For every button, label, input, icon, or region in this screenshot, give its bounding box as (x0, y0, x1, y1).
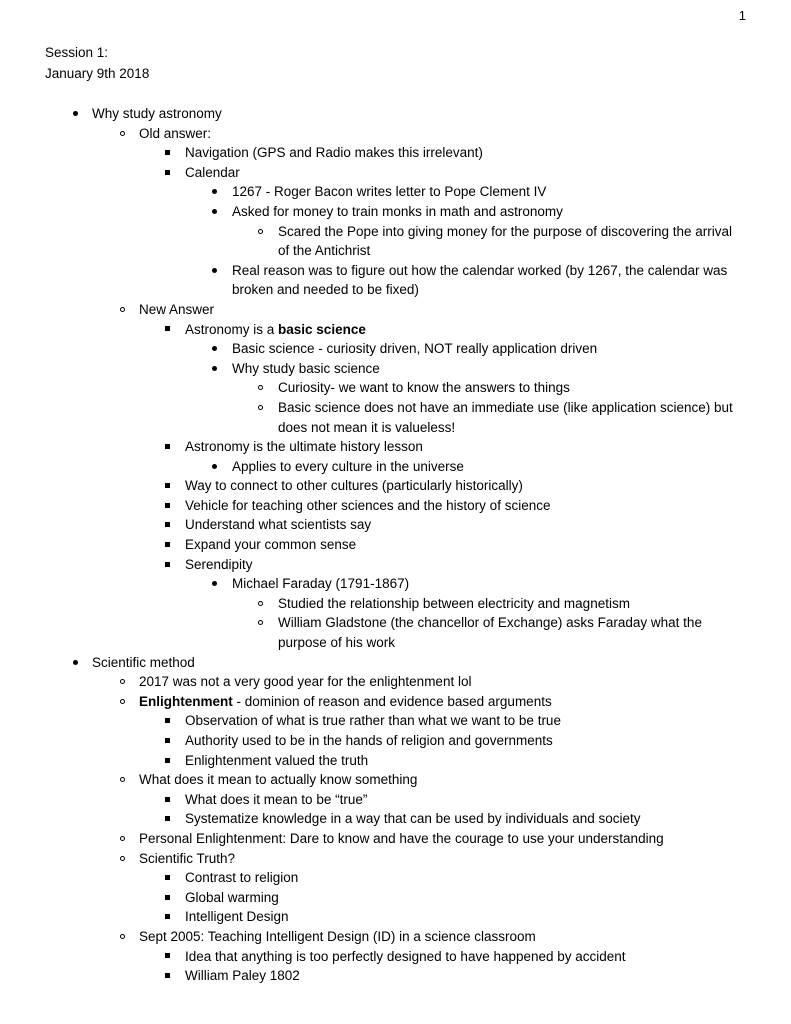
page-number: 1 (738, 8, 746, 23)
bullet-circle-icon (258, 613, 278, 633)
bullet-square-icon (165, 320, 185, 340)
outline-item-text: Authority used to be in the hands of religion and governments (185, 733, 553, 748)
outline-item (212, 202, 791, 222)
outline-item (73, 104, 791, 124)
bullet-circle-icon (120, 849, 140, 869)
bullet-circle-icon (120, 692, 140, 712)
outline-item (258, 378, 791, 398)
bullet-circle-icon (258, 222, 278, 242)
outline-item-text (139, 692, 743, 712)
outline-item-text: Astronomy is the ultimate history lesson (185, 439, 423, 455)
outline-item-text: Idea that anything is too perfectly designed to have happened by accident (185, 948, 626, 964)
outline-item (120, 300, 791, 320)
outline-item (165, 320, 791, 340)
bullet-square-icon (165, 711, 185, 731)
outline-item (258, 222, 791, 261)
outline-item (165, 711, 791, 731)
bullet-circle-icon (120, 829, 140, 849)
bullet-disc-icon (212, 457, 232, 477)
outline-item-text: New Answer (139, 301, 215, 317)
header-line-date: January 9th 2018 (45, 66, 150, 81)
bullet-disc-icon (73, 104, 93, 124)
outline-item (212, 182, 791, 202)
outline-item (165, 731, 791, 751)
outline-item (165, 907, 791, 927)
bullet-disc-icon (212, 574, 232, 594)
outline-item-text: Scientific method (92, 654, 195, 670)
outline-item (165, 535, 791, 555)
bullet-circle-icon (120, 124, 140, 144)
bullet-square-icon (165, 907, 185, 927)
outline-item (120, 124, 791, 144)
bullet-square-icon (165, 515, 185, 535)
outline-item-text: Basic science - curiosity driven, NOT really application driven (232, 341, 598, 357)
outline-item (212, 339, 791, 359)
outline-item (165, 515, 791, 535)
outline-item-text: Navigation (GPS and Radio makes this irrelevant) (185, 145, 483, 161)
outline-item (120, 770, 791, 790)
bullet-square-icon (165, 751, 185, 771)
bullet-square-icon (165, 947, 185, 967)
outline-item (212, 261, 791, 300)
plain-text: - dominion of reason and evidence based arguments (232, 693, 552, 709)
outline-item (165, 868, 791, 888)
outline-item (165, 496, 791, 516)
bullet-square-icon (165, 555, 185, 575)
bullet-disc-icon (212, 261, 232, 281)
bullet-disc-icon (212, 359, 232, 379)
bullet-square-icon (165, 790, 185, 810)
outline-item-text: 1267 - Roger Bacon writes letter to Pope Clement IV (232, 184, 547, 200)
outline-item-text: Expand your common sense (185, 537, 357, 553)
outline-item (165, 751, 791, 771)
outline-item-text: William Paley 1802 (185, 968, 300, 984)
header-line-session: Session 1: (45, 45, 109, 60)
outline-item-text: Curiosity- we want to know the answers to things (278, 380, 570, 396)
outline-item (165, 163, 791, 183)
outline-item (258, 613, 791, 652)
bullet-circle-icon (120, 927, 140, 947)
bullet-square-icon (165, 437, 185, 457)
outline-item (258, 594, 791, 614)
bullet-square-icon (165, 731, 185, 751)
bullet-circle-icon (258, 398, 278, 418)
outline-item (165, 476, 791, 496)
outline-item-text: Intelligent Design (185, 909, 289, 925)
bullet-square-icon (165, 535, 185, 555)
bullet-circle-icon (120, 770, 140, 790)
outline-item (165, 888, 791, 908)
outline-item (258, 398, 791, 437)
outline-item (165, 143, 791, 163)
outline-item (165, 790, 791, 810)
outline-item-text: Asked for money to train monks in math and astronomy (232, 203, 563, 219)
outline-item (165, 947, 791, 967)
outline-item-text: Calendar (185, 164, 240, 180)
outline-item (73, 653, 791, 673)
outline-item-text: Real reason was to figure out how the calendar worked (by 1267, the calendar was broken and needed to be fixed) (232, 262, 728, 298)
outline-item-text: Global warming (185, 889, 279, 905)
outline-item-text (185, 320, 745, 340)
outline-item (165, 437, 791, 457)
outline-item (120, 672, 791, 692)
outline-item-text: Studied the relationship between electricity and magnetism (278, 595, 630, 611)
bullet-circle-icon (120, 672, 140, 692)
outline-item-text: What does it mean to be “true” (185, 791, 368, 807)
emphasis-text: basic science (278, 321, 366, 337)
bullet-circle-icon (120, 300, 140, 320)
outline-item-text: Way to connect to other cultures (particularly historically) (185, 478, 523, 494)
outline-item-text: Applies to every culture in the universe (232, 458, 464, 474)
outline-item (120, 692, 791, 712)
outline-item-text: Why study astronomy (92, 106, 222, 121)
outline-item (212, 359, 791, 379)
bullet-disc-icon (73, 653, 93, 673)
bullet-square-icon (165, 966, 185, 986)
bullet-square-icon (165, 143, 185, 163)
outline-item-text: Old answer: (139, 125, 212, 141)
bullet-square-icon (165, 496, 185, 516)
outline-item-text: 2017 was not a very good year for the enlightenment lol (139, 674, 472, 690)
bullet-circle-icon (258, 378, 278, 398)
outline-item-text: Enlightenment valued the truth (185, 752, 369, 768)
outline-item (120, 849, 791, 869)
outline-item-text: Serendipity (185, 556, 253, 572)
outline-item-text: Personal Enlightenment: Dare to know and have the courage to use your understanding (139, 830, 664, 846)
document-header (45, 42, 149, 84)
outline-item (212, 574, 791, 594)
outline-item-text: Michael Faraday (1791-1867) (232, 576, 410, 592)
outline-item-text: Understand what scientists say (185, 517, 372, 533)
bullet-square-icon (165, 809, 185, 829)
outline-item-text: Vehicle for teaching other sciences and the history of science (185, 497, 551, 513)
outline-item-text: William Gladstone (the chancellor of Exchange) asks Faraday what the purpose of his work (278, 615, 702, 651)
bullet-square-icon (165, 888, 185, 908)
outline-item-text: Scared the Pope into giving money for the purpose of discovering the arrival of the Antichrist (278, 223, 733, 259)
outline-item (120, 829, 791, 849)
outline-item-text: Scientific Truth? (139, 850, 236, 866)
emphasis-text: Enlightenment (139, 693, 233, 709)
outline-item (165, 966, 791, 986)
outline-item (120, 927, 791, 947)
outline-item (212, 457, 791, 477)
bullet-square-icon (165, 476, 185, 496)
outline-item-text: Basic science does not have an immediate use (like application science) but does not mean it is valueless! (278, 399, 733, 435)
outline-item-text: Sept 2005: Teaching Intelligent Design (ID) in a science classroom (139, 928, 536, 944)
bullet-square-icon (165, 868, 185, 888)
outline-item-text: Contrast to religion (185, 870, 299, 886)
bullet-disc-icon (212, 182, 232, 202)
outline-item-text: What does it mean to actually know something (139, 772, 418, 788)
outline-item-text: Why study basic science (232, 360, 380, 376)
outline-item-text: Observation of what is true rather than what we want to be true (185, 713, 561, 729)
bullet-square-icon (165, 163, 185, 183)
outline-item-text: Systematize knowledge in a way that can be used by individuals and society (185, 811, 641, 827)
bullet-circle-icon (258, 594, 278, 614)
bullet-disc-icon (212, 339, 232, 359)
outline-list (0, 104, 791, 986)
plain-text: Astronomy is a (185, 321, 279, 337)
outline-item (165, 555, 791, 575)
outline-item (165, 809, 791, 829)
bullet-disc-icon (212, 202, 232, 222)
